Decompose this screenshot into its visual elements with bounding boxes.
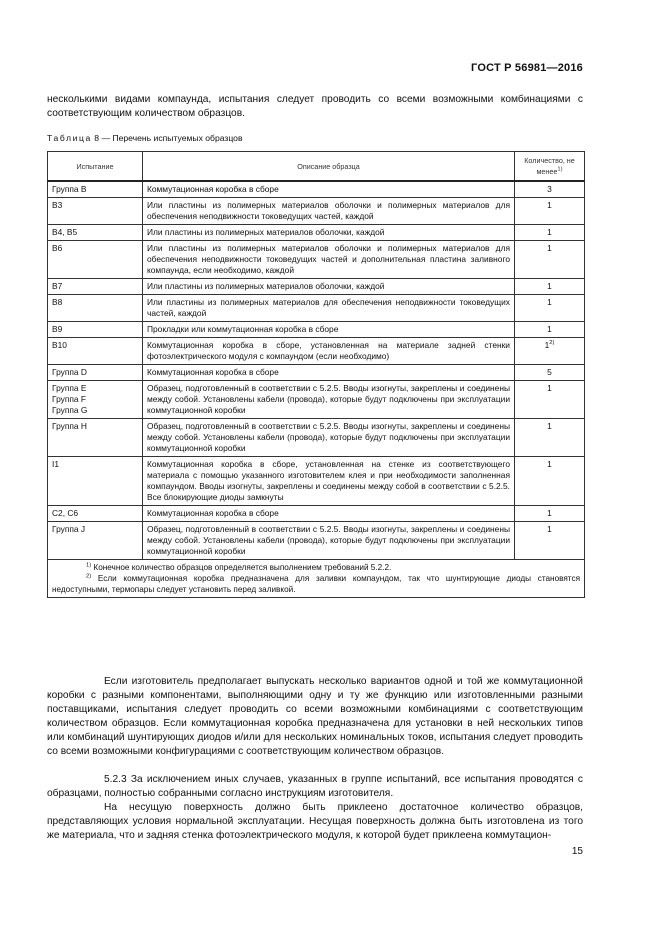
quantity-value: 1 <box>547 281 552 291</box>
quantity-value: 5 <box>547 367 552 377</box>
table-row <box>48 295 585 322</box>
sample-description: Или пластины из полимерных материалов для обеспечения неподвижности токоведущих частей, каждой <box>143 295 515 322</box>
sample-description: Или пластины из полимерных материалов оболочки и полимерных материалов для обеспечения неподвижности токоведущих частей, каждой <box>143 198 515 225</box>
table-caption-title: 8 — Перечень испытуемых образцов <box>91 133 243 143</box>
test-name: Группа H <box>48 419 143 457</box>
test-name: C2, C6 <box>48 506 143 522</box>
table-row <box>48 338 585 365</box>
quantity-footnote-mark: 2) <box>549 340 555 347</box>
body-paragraph-1: Если изготовитель предполагает выпускать несколько вариантов одной и той же коммутационной коробки с разными компонентами, выполняющими одну и ту же функцию или изготовленными разными поставщиками, испытания следует проводить со всеми возможными комбинациями с соответствующим количеством образцов. Если коммутационная коробка предназначена для установки в ней нескольких типов или комбинаций шунтирующих диодов и/или для нескольких номинальных токов, испытания следует проводить со всеми возможными конфигурациями с соответствующим количеством образцов. <box>47 676 583 757</box>
header-quantity <box>515 152 585 182</box>
header-description: Описание образца <box>143 152 515 182</box>
standard-code: ГОСТ Р 56981—2016 <box>471 62 583 74</box>
table-row <box>48 198 585 225</box>
sample-description: Образец, подготовленный в соответствии с 5.2.5. Вводы изогнуты, закреплены и соединены между собой. Установлены кабели (провода), которые будут подключены при эксплуатации коммутационной коробки <box>143 522 515 560</box>
sample-description: Коммутационная коробка в сборе, установленная на материале задней стенки фотоэлектрического модуля с компаундом (если необходимо) <box>143 338 515 365</box>
sample-description: Или пластины из полимерных материалов оболочки, каждой <box>143 279 515 295</box>
header-quantity-label: Количество, не менее <box>524 156 575 176</box>
header-test: Испытание <box>48 152 143 182</box>
sample-description: Коммутационная коробка в сборе <box>143 506 515 522</box>
test-name: B9 <box>48 322 143 338</box>
sample-quantity <box>515 198 585 225</box>
note-2-text: Если коммутационная коробка предназначена для заливки компаундом, так что шунтирующие диоды становятся недоступными, термопары следует установить перед заливкой. <box>52 574 580 594</box>
note-1-text: Конечное количество образцов определяется выполнением требований 5.2.2. <box>91 563 392 572</box>
sample-quantity <box>515 181 585 198</box>
test-name: B4, B5 <box>48 225 143 241</box>
body-paragraph-2: 5.2.3 За исключением иных случаев, указанных в группе испытаний, все испытания проводятся с образцами, полностью собранными согласно инструкциям изготовителя. <box>47 774 583 799</box>
table-row <box>48 457 585 506</box>
table-row <box>48 506 585 522</box>
quantity-value: 1 <box>547 459 552 469</box>
table-note-2 <box>52 573 580 595</box>
sample-description: Коммутационная коробка в сборе <box>143 181 515 198</box>
test-name: B7 <box>48 279 143 295</box>
samples-table <box>47 151 585 598</box>
table-row <box>48 365 585 381</box>
quantity-value: 1 <box>547 297 552 307</box>
intro-paragraph: несколькими видами компаунда, испытания следует проводить со всеми возможными комбинациями с соответствующим количеством образцов. <box>47 94 583 119</box>
quantity-value: 1 <box>547 508 552 518</box>
sample-quantity <box>515 381 585 419</box>
note-2-mark: 2) <box>86 573 92 580</box>
table-header-row <box>48 152 585 182</box>
sample-quantity <box>515 279 585 295</box>
quantity-value: 1 <box>547 524 552 534</box>
sample-description: Коммутационная коробка в сборе, установленная на стенке из соответствующего материала с помощью указанного изготовителем клея и при необходимости заполненная компаундом. Вводы изогнуты, закреплены и соединены между собой в соответствии с 5.2.5. Все блокирующие диоды замкнуты <box>143 457 515 506</box>
quantity-value: 1 <box>547 383 552 393</box>
table-row <box>48 241 585 279</box>
quantity-value: 1 <box>547 227 552 237</box>
test-name: B8 <box>48 295 143 322</box>
table-row <box>48 419 585 457</box>
test-name: B10 <box>48 338 143 365</box>
table-notes <box>48 560 585 598</box>
sample-quantity <box>515 457 585 506</box>
sample-quantity <box>515 338 585 365</box>
test-name: I1 <box>48 457 143 506</box>
test-name: Группа E Группа F Группа G <box>48 381 143 419</box>
sample-description: Коммутационная коробка в сборе <box>143 365 515 381</box>
quantity-value: 3 <box>547 184 552 194</box>
test-name: Группа D <box>48 365 143 381</box>
sample-quantity <box>515 241 585 279</box>
sample-quantity <box>515 419 585 457</box>
quantity-value: 1 <box>547 200 552 210</box>
test-name: Группа J <box>48 522 143 560</box>
sample-quantity <box>515 365 585 381</box>
table-caption-word: Таблица <box>47 133 92 143</box>
quantity-value: 1 <box>547 421 552 431</box>
body-paragraph-3: На несущую поверхность должно быть приклеено достаточное количество образцов, представляющих условия нормальной эксплуатации. Несущая поверхность должна быть изготовлена из того же материала, что и задняя стенка фотоэлектрического модуля, к которой будет приклеена коммутацион- <box>47 802 583 841</box>
sample-quantity <box>515 506 585 522</box>
sample-description: Прокладки или коммутационная коробка в сборе <box>143 322 515 338</box>
sample-quantity <box>515 295 585 322</box>
header-quantity-footnote-mark: 1) <box>557 166 563 173</box>
quantity-value: 1 <box>547 324 552 334</box>
table-row <box>48 381 585 419</box>
table-notes-row <box>48 560 585 598</box>
table-note-1 <box>52 562 580 573</box>
sample-description: Или пластины из полимерных материалов оболочки, каждой <box>143 225 515 241</box>
table-caption <box>47 133 243 143</box>
quantity-value: 1 <box>544 340 550 350</box>
test-name: Группа B <box>48 181 143 198</box>
table-row <box>48 225 585 241</box>
sample-quantity <box>515 322 585 338</box>
table-row <box>48 322 585 338</box>
table-row <box>48 522 585 560</box>
sample-description: Образец, подготовленный в соответствии с 5.2.5. Вводы изогнуты, закреплены и соединены между собой. Установлены кабели (провода), которые будут подключены при эксплуатации коммутационной коробки <box>143 419 515 457</box>
quantity-value: 1 <box>547 243 552 253</box>
sample-description: Или пластины из полимерных материалов оболочки и полимерных материалов для обеспечения неподвижности токоведущих частей и дополнительная пластина заливного компаунда, если необходимо, каждой <box>143 241 515 279</box>
test-name: B3 <box>48 198 143 225</box>
sample-description: Образец, подготовленный в соответствии с 5.2.5. Вводы изогнуты, закреплены и соединены между собой. Установлены кабели (провода), которые будут подключены при эксплуатации коммутационной коробки <box>143 381 515 419</box>
table-row <box>48 181 585 198</box>
test-name: B6 <box>48 241 143 279</box>
page-number: 15 <box>571 846 583 857</box>
note-1-mark: 1) <box>86 562 92 569</box>
sample-quantity <box>515 225 585 241</box>
sample-quantity <box>515 522 585 560</box>
table-row <box>48 279 585 295</box>
table-body <box>48 181 585 560</box>
